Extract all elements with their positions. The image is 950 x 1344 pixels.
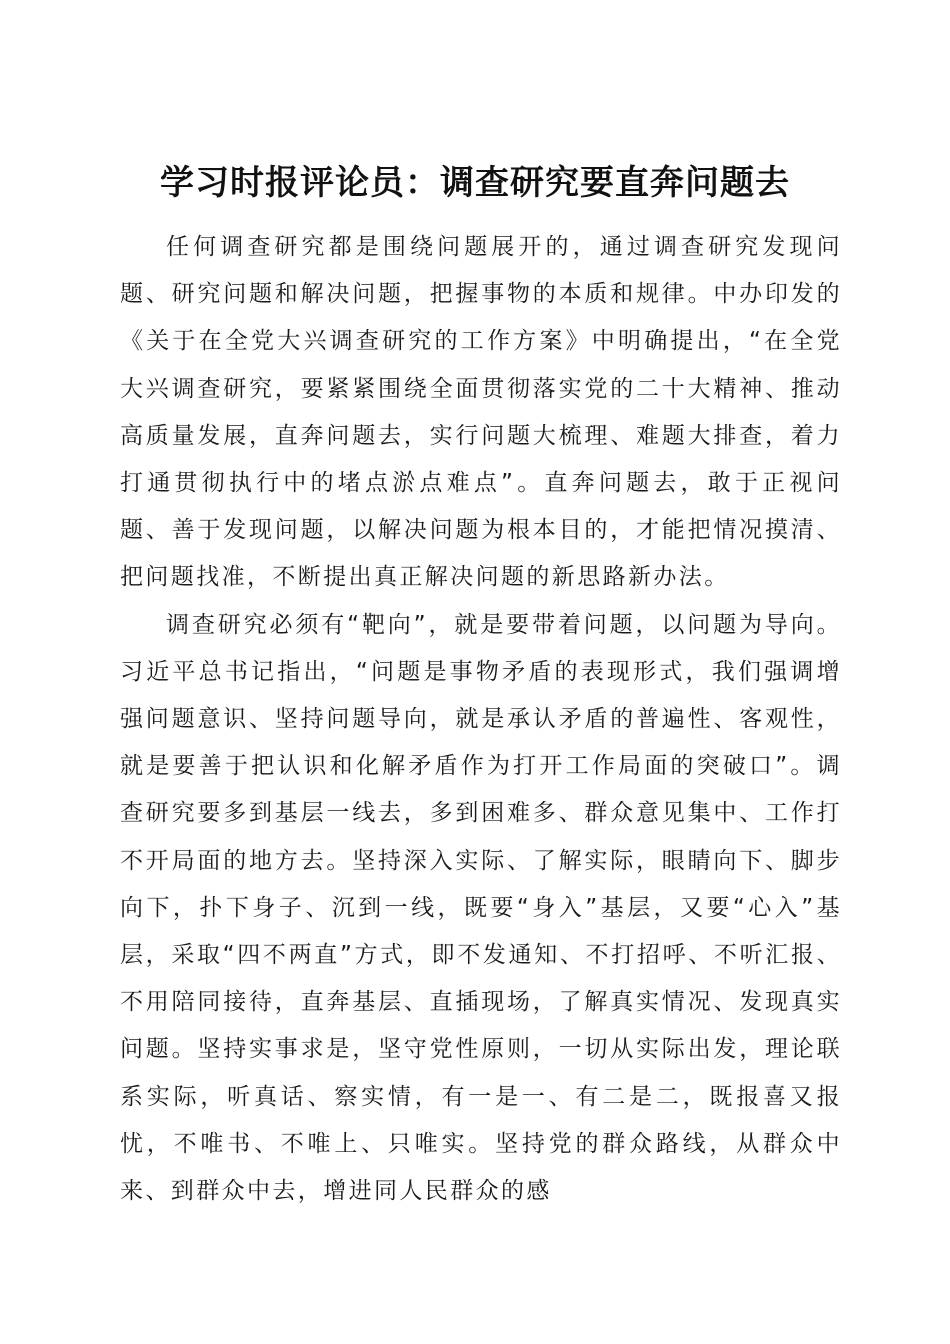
paragraph: 调查研究必须有“靶向”，就是要带着问题，以问题为导向。习近平总书记指出，“问题是事物矛盾的表现形式，我们强调增强问题意识、坚持问题导向，就是承认矛盾的普遍性、客观性，就是要善于把认识和化解矛盾作为打开工作局面的突破口”。调查研究要多到基层一线去，多到困难多、群众意见集中、工作打不开局面的地方去。坚持深入实际、了解实际，眼睛向下、脚步向下，扑下身子、沉到一线，既要“身入”基层，又要“心入”基层，采取“四不两直”方式，即不发通知、不打招呼、不听汇报、不用陪同接待，直奔基层、直插现场，了解真实情况、发现真实问题。坚持实事求是，坚守党性原则，一切从实际出发，理论联系实际，听真话、察实情，有一是一、有二是二，既报喜又报忧，不唯书、不唯上、只唯实。坚持党的群众路线，从群众中来、到群众中去，增进同人民群众的感: [120, 611, 842, 1205]
document-title: 学习时报评论员：调查研究要直奔问题去: [160, 162, 790, 203]
document-body: [120, 224, 842, 1215]
paragraph: 任何调查研究都是围绕问题展开的，通过调查研究发现问题、研究问题和解决问题，把握事物的本质和规律。中办印发的《关于在全党大兴调查研究的工作方案》中明确提出，“在全党大兴调查研究，要紧紧围绕全面贯彻落实党的二十大精神、推动高质量发展，直奔问题去，实行问题大梳理、难题大排查，着力打通贯彻执行中的堵点淤点难点”。直奔问题去，敢于正视问题、善于发现问题，以解决问题为根本目的，才能把情况摸清、把问题找准，不断提出真正解决问题的新思路新办法。: [120, 234, 842, 591]
